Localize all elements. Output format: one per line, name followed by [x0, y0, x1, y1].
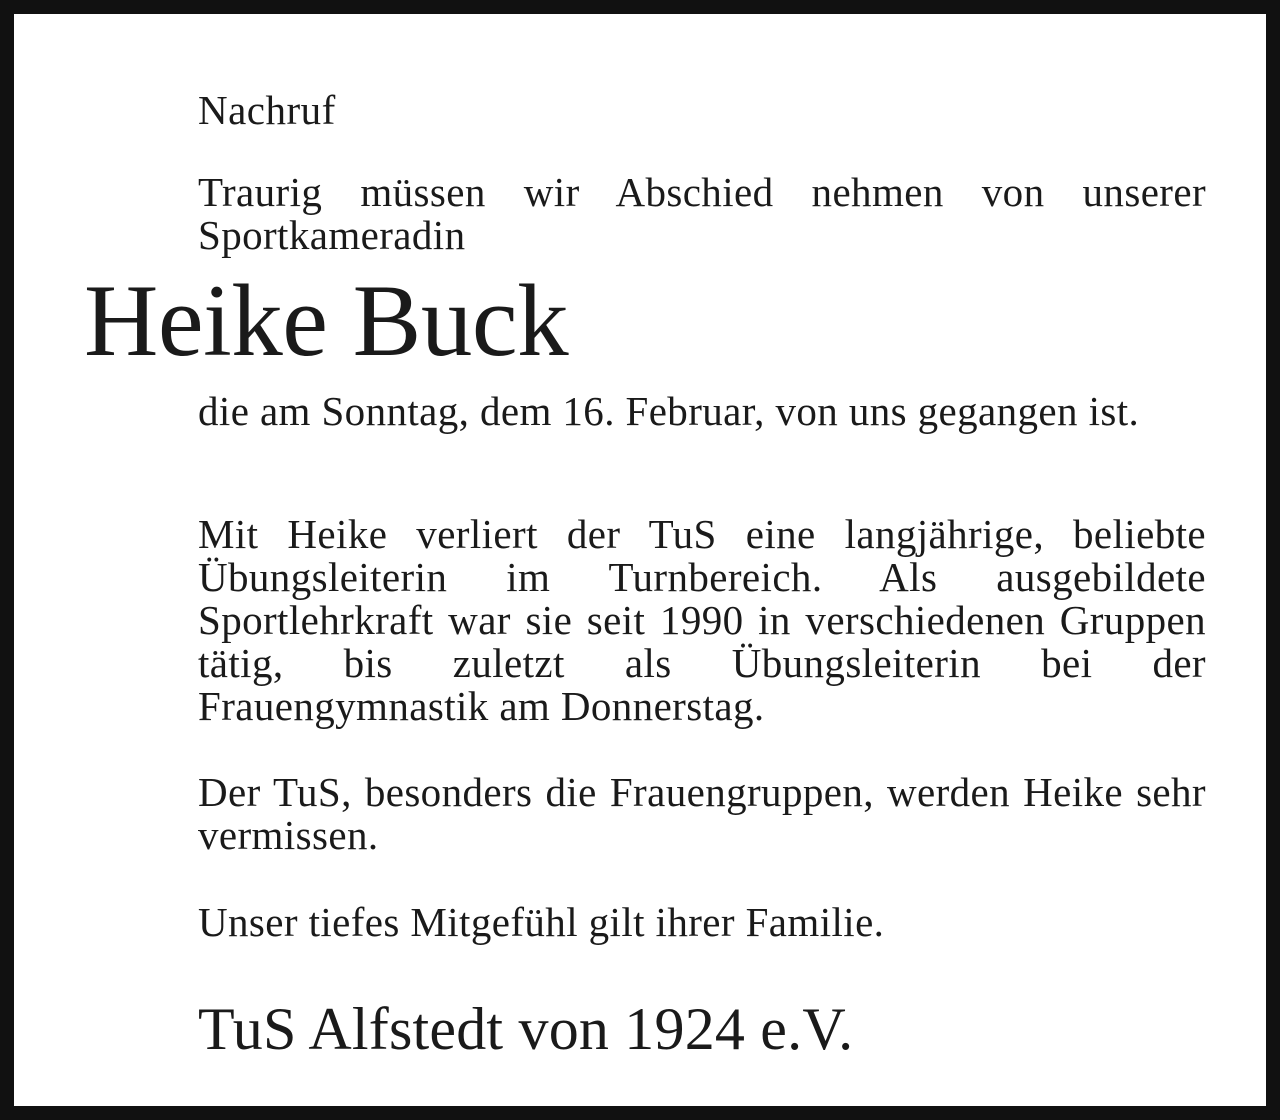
notice-heading: Nachruf [198, 87, 336, 133]
tribute-paragraph: Mit Heike verliert der TuS eine langjährige, beliebte Übungsleiterin im Turnbereich. Als ausgebildete Sportlehrkraft war sie seit 1990 in verschiedenen Gruppen tätig, bis zuletzt als Übungsleiterin bei der Frauengymnastik am Donnerstag. [198, 511, 1206, 729]
deceased-name: Heike Buck [84, 264, 569, 378]
farewell-paragraph: Der TuS, besonders die Frauengruppen, werden Heike sehr vermissen. [198, 769, 1206, 858]
condolence-paragraph: Unser tiefes Mitgefühl gilt ihrer Familie. [198, 899, 885, 945]
intro-paragraph: Traurig müssen wir Abschied nehmen von unserer Sportkameradin [198, 169, 1206, 258]
death-info-paragraph: die am Sonntag, dem 16. Februar, von uns gegangen ist. [198, 388, 1140, 434]
club-signature: TuS Alfstedt von 1924 e.V. [198, 996, 854, 1062]
